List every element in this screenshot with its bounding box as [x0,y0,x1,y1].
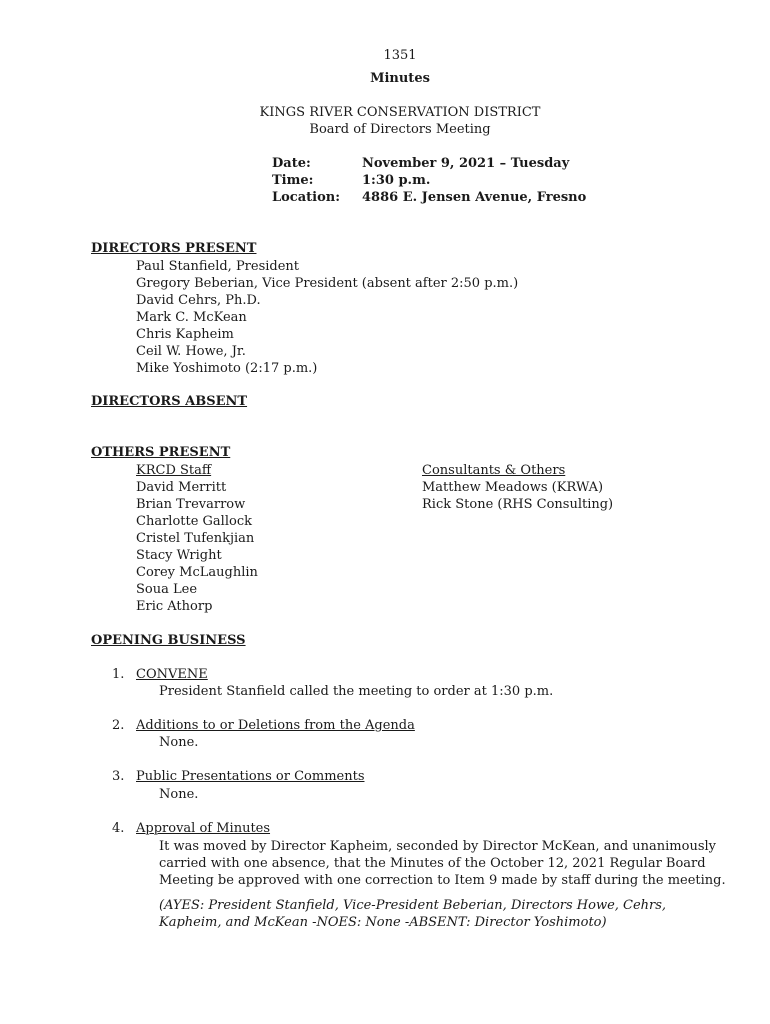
krcd-staff-heading: KRCD Staff [136,463,212,478]
item-body: None. [159,787,199,802]
directors-present-list [136,258,518,377]
page-number: 1351 [383,48,417,63]
others-present-heading: OTHERS PRESENT [91,445,231,460]
list-item: Paul Stanfield, President [136,259,300,274]
vote-line: Kapheim, and McKean -NOES: None -ABSENT: Director Yoshimoto) [159,915,607,930]
location-label: Location: [272,190,341,205]
time-value: 1:30 p.m. [362,173,431,188]
consultants-heading: Consultants & Others [422,463,566,478]
date-value: November 9, 2021 – Tuesday [362,156,570,171]
list-item: Rick Stone (RHS Consulting) [422,497,614,512]
body-line: It was moved by Director Kapheim, seconded by Director McKean, and unanimously [159,839,717,854]
list-item: Charlotte Gallock [136,514,252,529]
vote-record [159,897,719,931]
list-item: Mark C. McKean [136,310,247,325]
item-title: Additions to or Deletions from the Agenda [136,718,415,733]
directors-absent-heading: DIRECTORS ABSENT [91,394,248,409]
item-title: Public Presentations or Comments [136,769,365,784]
consultants-list [422,462,613,513]
krcd-staff-list [136,462,258,615]
vote-line: (AYES: President Stanfield, Vice-President Beberian, Directors Howe, Cehrs, [159,898,667,913]
list-item: Corey McLaughlin [136,565,258,580]
list-item: Eric Athorp [136,599,213,614]
list-item: David Merritt [136,480,227,495]
list-item: Ceil W. Howe, Jr. [136,344,246,359]
list-item: Gregory Beberian, Vice President (absent after 2:50 p.m.) [136,276,519,291]
opening-business-heading: OPENING BUSINESS [91,633,246,648]
body-line: Meeting be approved with one correction to Item 9 made by staff during the meeting. [159,873,726,888]
item-body: President Stanfield called the meeting to order at 1:30 p.m. [159,684,554,699]
meeting-name: Board of Directors Meeting [309,122,491,137]
document-title: Minutes [370,71,430,86]
list-item: David Cehrs, Ph.D. [136,293,261,308]
item-body: None. [159,735,199,750]
date-label: Date: [272,156,311,171]
location-value: 4886 E. Jensen Avenue, Fresno [362,190,587,205]
list-item: Mike Yoshimoto (2:17 p.m.) [136,361,318,376]
list-item: Matthew Meadows (KRWA) [422,480,604,495]
item-number: 4. [112,821,125,836]
item-title: Approval of Minutes [136,821,271,836]
item-title: CONVENE [136,667,208,682]
list-item: Brian Trevarrow [136,497,246,512]
list-item: Stacy Wright [136,548,222,563]
body-line: carried with one absence, that the Minutes of the October 12, 2021 Regular Board [159,856,706,871]
item-body [159,838,726,889]
list-item: Chris Kapheim [136,327,234,342]
directors-present-heading: DIRECTORS PRESENT [91,241,257,256]
item-number: 3. [112,769,125,784]
time-label: Time: [272,173,314,188]
list-item: Cristel Tufenkjian [136,531,255,546]
organization-name: KINGS RIVER CONSERVATION DISTRICT [259,105,541,120]
item-number: 2. [112,718,125,733]
list-item: Soua Lee [136,582,198,597]
item-number: 1. [112,667,125,682]
